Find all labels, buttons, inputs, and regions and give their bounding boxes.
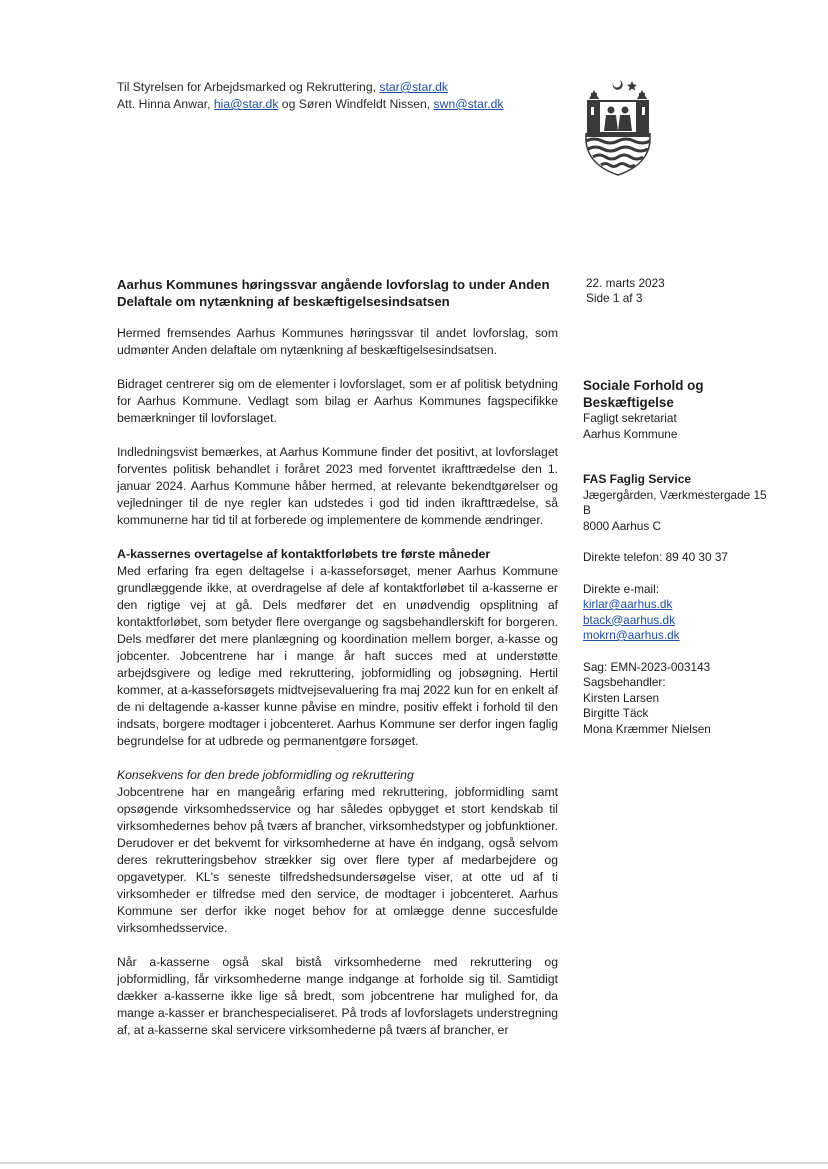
unit-name: FAS Faglig Service (583, 472, 692, 486)
email-link-mokrn[interactable]: mokrn@aarhus.dk (583, 628, 680, 642)
address-line-1: Jægergården, Værkmestergade 15 (583, 487, 767, 502)
address-line-2: B (583, 503, 591, 517)
document-date: 22. marts 2023 (586, 276, 665, 290)
postal-line: 8000 Aarhus C (583, 518, 662, 533)
department-name: Sociale Forhold og Beskæftigelse (583, 378, 704, 410)
star-email-link[interactable]: star@star.dk (379, 80, 448, 94)
letter-body (117, 325, 558, 1039)
paragraph-jobcenter-experience: Jobcentrene har en mangeårig erfaring med rekruttering, jobformidling samt opsøgende virksomhedsservice og har således opbygget et stort kendskab til virksomhedernes behov på tværs af brancher, virksomhedstyper og jobfunktioner. Derudover er det bekvemt for virksomhederne at have én indgang, også selvom deres rekrutteringsbehov strækker sig over flere typer af medarbejdere og opgavetyper. KL's seneste tilfredshedsundersøgelse viser, at otte ud af ti virksomheder er tilfredse med den service, de modtager i jobcenteret. Aarhus Kommune ser derfor ikke noget behov for at omlægge denne succesfulde virksomhedsservice. (117, 785, 558, 935)
hia-email-link[interactable]: hia@star.dk (213, 97, 279, 111)
recipient-text: Til Styrelsen for Arbejdsmarked og Rekruttering, (117, 80, 380, 94)
handler-name: Kirsten Larsen (583, 690, 660, 705)
paragraph-scope: Bidraget centrerer sig om de elementer i lovforslaget, som er af politisk betydning for Aarhus Kommune. Vedlagt som bilag er Aarhus Kommunes fagspecifikke bemærkninger til lovforslaget. (117, 377, 558, 425)
email-label: Direkte e-mail: (583, 581, 660, 596)
handler-name: Birgitte Täck (583, 706, 649, 720)
case-number: Sag: EMN-2023-003143 (583, 659, 711, 674)
aarhus-coat-of-arms-logo (583, 77, 653, 177)
swn-email-link[interactable]: swn@star.dk (433, 97, 504, 111)
page-number: Side 1 af 3 (586, 291, 643, 305)
recipient-address (117, 79, 504, 113)
email-link-btack[interactable]: btack@aarhus.dk (583, 612, 675, 627)
paragraph-intro: Hermed fremsendes Aarhus Kommunes høringssvar til andet lovforslag, som udmønter Anden delaftale om nytænkning af beskæftigelsesindsatsen. (117, 326, 558, 357)
section-heading-jobformidling: Konsekvens for den brede jobformidling og rekruttering (117, 768, 414, 782)
scan-edge-line (0, 1162, 828, 1164)
paragraph-timeline: Indledningsvist bemærkes, at Aarhus Kommune finder det positivt, at lovforslaget forventes politisk behandlet i foråret 2023 med forventet ikrafttrædelse den 1. januar 2024. Aarhus Kommune håber hermed, at relevante bekendtgørelser og vejledninger til de nye regler kan udstedes i god tid inden ikrafttrædelse, så kommunerne har tid til at forberede og implementere de kommende ændringer. (117, 445, 558, 527)
municipality-name: Aarhus Kommune (583, 426, 678, 441)
sender-sidebar (583, 377, 793, 737)
attention-prefix: Att. Hinna Anwar, (117, 97, 214, 111)
paragraph-akasse-experience: Med erfaring fra egen deltagelse i a-kasseforsøget, mener Aarhus Kommune grundlæggende ikke, at overdragelse af dele af kontaktforløbet til a-kasserne er den rigtige vej at gå. Dels medfører det en unødvendig opsplitning af kontaktforløbet, som betyder flere overgange og sagsbehandlerskift for borgeren. Dels medfører det mere planlægning og koordination mellem borger, a-kasse og jobcenter. Jobcentrene har i mange år haft succes med at understøtte arbejdsgivere og ledige med rekruttering, jobformidling og jobsøgning. Hertil kommer, at a-kasseforsøgets midtvejsevaluering fra maj 2022 kun for en enkelt af de ni deltagende a-kasser kunne påvise en mindre, positiv effekt i forhold til den indsats, borgere modtager i jobcenteret. Aarhus Kommune ser derfor ingen faglig begrundelse for at udbrede og permanentgøre forsøget. (117, 564, 558, 748)
document-title: Aarhus Kommunes høringssvar angående lovforslag to under Anden Delaftale om nytænkning af beskæftigelsesindsatsen (117, 277, 550, 309)
email-link-kirlar[interactable]: kirlar@aarhus.dk (583, 597, 673, 611)
date-block (586, 276, 665, 306)
attention-line (117, 96, 504, 113)
handler-name: Mona Kræmmer Nielsen (583, 721, 711, 736)
handler-label: Sagsbehandler: (583, 675, 666, 689)
attention-middle: og Søren Windfeldt Nissen, (278, 97, 434, 111)
phone-line: Direkte telefon: 89 40 30 37 (583, 550, 728, 564)
section-heading-akasser: A-kassernes overtagelse af kontaktforløbets tre første måneder (117, 547, 491, 561)
paragraph-multiple-entrances: Når a-kasserne også skal bistå virksomhederne med rekruttering og jobformidling, får virksomhederne mange indgange at forholde sig til. Samtidigt dækker a-kasserne ikke lige så bredt, som jobcentrene har mulighed for, da mange a-kasser er branchespecialiseret. På trods af lovforslagets understregning af, at a-kasserne skal servicere virksomhederne på tværs af brancher, er (117, 955, 558, 1037)
recipient-line (117, 79, 504, 96)
secretariat-name: Fagligt sekretariat (583, 411, 677, 425)
